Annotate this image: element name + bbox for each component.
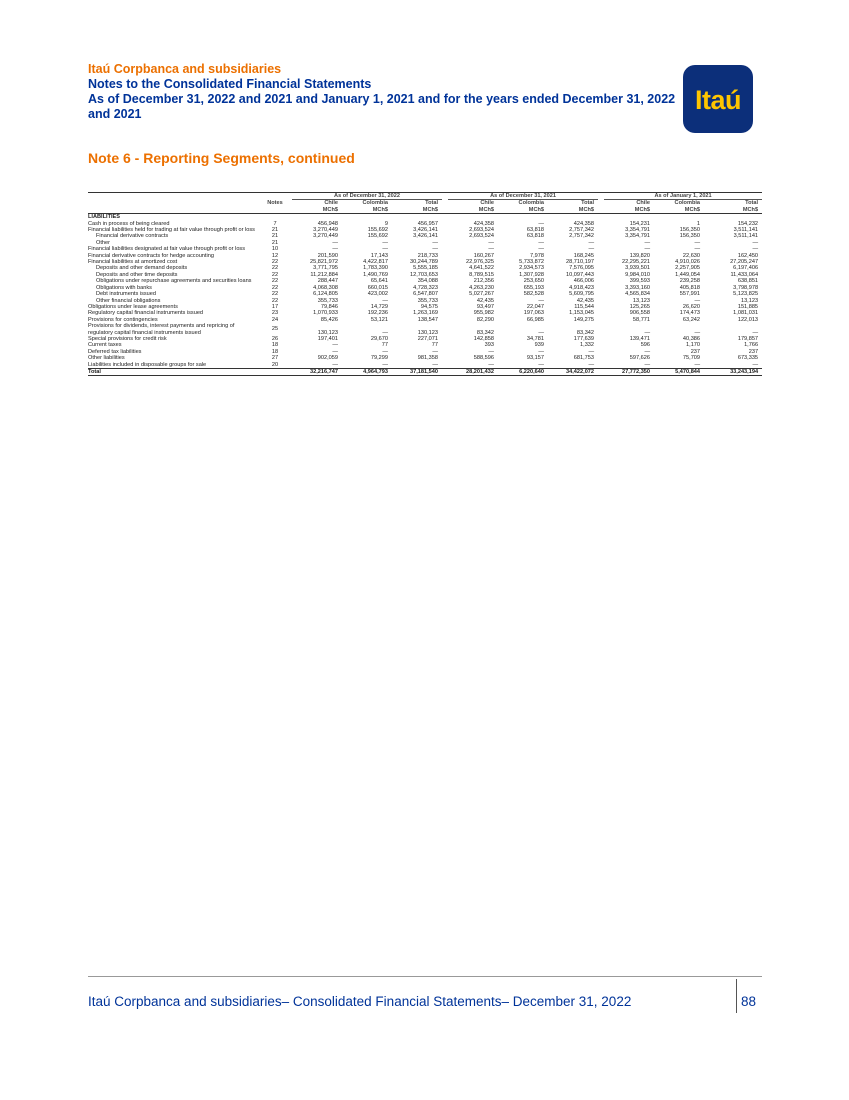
row-value: 955,982 [473, 310, 495, 317]
row-note: 22 [271, 265, 279, 272]
row-value: 1,490,769 [363, 271, 388, 278]
row-value: 63,818 [526, 227, 545, 234]
row-value: 5,470,844 [654, 368, 704, 375]
row-value: 4,728,323 [413, 284, 439, 291]
row-label: Cash in process of being cleared [88, 220, 170, 227]
col-header: Colombia [518, 200, 545, 207]
row-value: 6,197,406 [733, 265, 759, 272]
row-value: 83,342 [576, 329, 595, 336]
row-value: 227,071 [417, 335, 439, 342]
row-value: — [644, 239, 651, 246]
row-value: 423,002 [367, 291, 388, 298]
row-value: 58,771 [632, 316, 651, 323]
row-value: 177,639 [573, 335, 595, 342]
row-value: 22,295,221 [622, 259, 651, 266]
row-value: 939 [534, 342, 545, 349]
row-value: — [694, 361, 701, 368]
row-value: 142,858 [473, 335, 495, 342]
row-note: 23 [271, 310, 279, 317]
row-value: 27,772,350 [604, 368, 654, 375]
row-value: — [488, 348, 495, 355]
row-value: 1,070,933 [313, 310, 338, 317]
row-value: 6,124,805 [313, 291, 338, 298]
row-value: 197,401 [317, 335, 338, 342]
row-value: 11,433,064 [730, 271, 759, 278]
row-value: 201,590 [317, 252, 338, 259]
row-value: 355,733 [317, 297, 338, 304]
row-value: 5,027,267 [469, 291, 495, 298]
row-value: 4,641,522 [469, 265, 495, 272]
row-value: 660,015 [367, 284, 388, 291]
row-value: 588,596 [473, 355, 495, 362]
row-note: 18 [271, 342, 279, 349]
row-value: 7,978 [530, 252, 545, 259]
row-label: Deposits and other demand deposits [96, 265, 188, 272]
row-label: Provisions for dividends, interest payments and repricing of regulatory capital financial instruments issued [88, 323, 235, 336]
col-header: Colombia [674, 200, 701, 207]
row-value: 66,985 [526, 316, 545, 323]
page-number: 88 [741, 994, 757, 1009]
footer-divider [88, 976, 762, 977]
row-value: — [332, 246, 338, 253]
row-value: 79,846 [320, 303, 338, 310]
footer-separator [736, 979, 737, 1013]
row-value: — [332, 239, 338, 246]
unit-header: MCh$ [654, 207, 704, 214]
row-value: 456,957 [417, 220, 439, 227]
row-value: — [752, 246, 759, 253]
row-value: — [538, 361, 545, 368]
row-value: 906,558 [629, 310, 651, 317]
row-value: 125,265 [629, 303, 651, 310]
row-note: 7 [273, 220, 277, 227]
row-value: 11,212,884 [310, 271, 338, 278]
row-value: — [694, 239, 701, 246]
row-value: 1,449,054 [675, 271, 701, 278]
row-value: 2,693,524 [469, 233, 495, 240]
row-value: — [488, 246, 495, 253]
row-value: — [382, 361, 388, 368]
row-value: 399,593 [629, 278, 651, 285]
unit-header: MCh$ [604, 207, 654, 214]
row-value: 130,123 [317, 329, 338, 336]
row-value: 3,354,791 [625, 233, 651, 240]
row-value: 3,939,501 [625, 265, 651, 272]
row-label: Provisions for contingencies [88, 316, 158, 323]
row-value: 2,934,573 [519, 265, 545, 272]
row-note [258, 368, 292, 375]
col-header: Total [745, 200, 759, 207]
row-value: 155,692 [367, 227, 388, 234]
itau-logo [683, 65, 753, 133]
row-label: Deposits and other time deposits [96, 271, 178, 278]
row-value: 65,641 [370, 278, 388, 285]
logo-text: Itaú [694, 85, 741, 115]
row-value: 22,047 [526, 303, 545, 310]
row-note: 10 [271, 246, 279, 253]
row-value: 22,976,325 [466, 259, 495, 266]
row-value: — [588, 239, 595, 246]
row-value: 1,783,390 [363, 265, 388, 272]
row-label: Other liabilities [88, 355, 125, 362]
group-header-jan-2021: As of January 1, 2021 [604, 193, 762, 200]
row-value: 239,258 [679, 278, 701, 285]
row-value: 2,693,524 [469, 227, 495, 234]
row-value: 405,818 [679, 284, 701, 291]
row-value: 138,547 [417, 316, 439, 323]
row-label: Obligations under lease agreements [88, 303, 178, 310]
row-value: 83,342 [476, 329, 495, 336]
row-value: 7,576,095 [569, 265, 595, 272]
row-value: 28,710,197 [566, 259, 595, 266]
row-value: 34,781 [526, 335, 545, 342]
row-value: — [588, 361, 595, 368]
row-value: — [752, 361, 759, 368]
row-value: 77 [381, 342, 388, 349]
row-value: 3,426,141 [413, 227, 439, 234]
col-header: Chile [480, 200, 495, 207]
row-value: 237 [748, 348, 759, 355]
row-value: 3,798,978 [733, 284, 759, 291]
row-value: 63,818 [526, 233, 545, 240]
row-note: 17 [271, 303, 279, 310]
row-value: 34,422,072 [548, 368, 598, 375]
row-value: — [538, 220, 545, 227]
row-value: — [538, 239, 545, 246]
row-value: 4,422,817 [363, 259, 388, 266]
company-name: Itaú Corpbanca and subsidiaries [88, 62, 282, 76]
row-value: 902,059 [317, 355, 338, 362]
document-header [88, 62, 688, 122]
row-value: 355,733 [417, 297, 439, 304]
row-value: — [432, 246, 439, 253]
row-value: 218,733 [417, 252, 439, 259]
col-header: Total [425, 200, 439, 207]
row-value: 154,231 [629, 220, 651, 227]
row-label: Current taxes [88, 342, 122, 349]
row-note: 21 [271, 233, 279, 240]
row-value: — [488, 361, 495, 368]
row-label: Liabilities included in disposable groups for sale [88, 361, 207, 368]
row-value: — [432, 348, 439, 355]
row-value: 130,123 [417, 329, 439, 336]
row-value: 156,350 [679, 233, 701, 240]
row-value: — [752, 329, 759, 336]
row-value: — [382, 239, 388, 246]
row-value: 22,630 [682, 252, 701, 259]
row-note: 22 [271, 284, 279, 291]
row-value: 5,555,185 [413, 265, 439, 272]
row-value: 179,857 [737, 335, 759, 342]
unit-header: MCh$ [292, 207, 342, 214]
row-value: 596 [640, 342, 651, 349]
row-value: 557,991 [679, 291, 701, 298]
row-value: — [432, 239, 439, 246]
row-label: Other financial obligations [96, 297, 161, 304]
row-value: — [488, 239, 495, 246]
row-value: 981,358 [417, 355, 439, 362]
row-value: — [538, 297, 545, 304]
row-value: — [382, 297, 388, 304]
unit-header: MCh$ [704, 207, 762, 214]
total-row [88, 368, 762, 375]
row-value: — [588, 348, 595, 355]
row-label: Other [96, 239, 110, 246]
row-value: 4,910,026 [675, 259, 701, 266]
row-value: 53,121 [370, 316, 388, 323]
row-note: 22 [271, 259, 279, 266]
row-value: — [332, 348, 338, 355]
row-value: 115,544 [574, 303, 595, 310]
row-note: 21 [271, 227, 279, 234]
header-period-cont: and 2021 [88, 107, 142, 121]
row-value: — [694, 246, 701, 253]
row-value: 162,450 [737, 252, 759, 259]
row-value: 33,243,194 [704, 368, 762, 375]
row-value: 655,193 [523, 284, 545, 291]
row-value: 8,789,515 [469, 271, 495, 278]
row-value: — [332, 361, 338, 368]
row-value: 75,709 [682, 355, 701, 362]
unit-header: MCh$ [548, 207, 598, 214]
row-value: 42,435 [476, 297, 495, 304]
row-value: 424,358 [573, 220, 595, 227]
row-value: — [332, 342, 338, 349]
row-value: 37,181,540 [392, 368, 442, 375]
row-value: 149,275 [573, 316, 595, 323]
row-value: 1,307,928 [519, 271, 545, 278]
row-value: 63,242 [682, 316, 701, 323]
row-value: — [694, 297, 701, 304]
row-value: 122,013 [737, 316, 759, 323]
header-period: As of December 31, 2022 and 2021 and January 1, 2021 and for the years ended December 31, 2022 [88, 92, 676, 106]
row-value: 2,757,342 [569, 227, 595, 234]
table-row [88, 323, 762, 336]
row-value: 13,123 [740, 297, 759, 304]
row-value: 673,335 [737, 355, 759, 362]
row-label: Financial derivative contracts [96, 233, 169, 240]
row-note: 25 [271, 326, 279, 333]
col-header: Total [581, 200, 595, 207]
footer-text: Itaú Corpbanca and subsidiaries– Consolidated Financial Statements– December 31, 2022 [88, 994, 632, 1009]
row-value: 12,703,653 [410, 271, 439, 278]
row-value: 25,821,972 [310, 259, 338, 266]
row-value: — [382, 348, 388, 355]
row-note: 21 [271, 239, 279, 246]
row-value: 597,626 [629, 355, 651, 362]
row-value: 139,820 [629, 252, 651, 259]
row-value: 93,497 [476, 303, 495, 310]
row-value: 638,851 [737, 278, 759, 285]
row-value: 4,964,793 [342, 368, 392, 375]
row-value: 1,153,045 [569, 310, 595, 317]
row-value: 424,358 [473, 220, 495, 227]
row-value: 156,350 [679, 227, 701, 234]
col-header: Chile [324, 200, 338, 207]
row-label: Financial derivative contracts for hedge accounting [88, 252, 214, 259]
row-value: — [644, 246, 651, 253]
row-label: Financial liabilities held for trading at fair value through profit or loss [88, 227, 255, 234]
liabilities-segment-table [88, 192, 762, 376]
row-value: 174,473 [679, 310, 701, 317]
row-note: 20 [271, 361, 279, 368]
row-value: 6,547,807 [413, 291, 439, 298]
row-value: — [752, 239, 759, 246]
row-value: — [432, 361, 439, 368]
unit-header: MCh$ [392, 207, 442, 214]
row-value: — [382, 329, 388, 336]
row-value: 466,006 [573, 278, 595, 285]
row-value: — [644, 361, 651, 368]
row-value: — [538, 246, 545, 253]
row-value: 160,267 [473, 252, 495, 259]
row-value: — [588, 246, 595, 253]
row-label: Debt instruments issued [96, 291, 157, 298]
group-header-2021: As of December 31, 2021 [448, 193, 598, 200]
row-note: 24 [271, 316, 279, 323]
row-label: Special provisions for credit risk [88, 335, 167, 342]
row-value: 1,263,169 [413, 310, 439, 317]
row-value: 3,771,795 [313, 265, 338, 272]
row-value: 26,620 [682, 303, 701, 310]
row-value: 1,081,031 [733, 310, 759, 317]
row-value: 29,670 [370, 335, 388, 342]
row-note: 18 [271, 348, 279, 355]
row-note: 22 [271, 291, 279, 298]
row-value: 5,609,795 [569, 291, 595, 298]
row-value: 14,729 [370, 303, 388, 310]
row-value: 82,290 [476, 316, 495, 323]
row-value: 13,123 [632, 297, 651, 304]
row-value: 288,447 [317, 278, 338, 285]
row-value: 1,766 [744, 342, 759, 349]
group-header-2022: As of December 31, 2022 [292, 193, 442, 200]
row-value: — [538, 348, 545, 355]
row-label: Financial liabilities at amortized cost [88, 259, 178, 266]
unit-header: MCh$ [448, 207, 498, 214]
col-header: Chile [636, 200, 651, 207]
row-value: 85,426 [320, 316, 338, 323]
row-value: 40,386 [682, 335, 701, 342]
row-value: 3,511,141 [733, 233, 759, 240]
row-value: 393 [484, 342, 495, 349]
row-value: 1,332 [580, 342, 595, 349]
col-header: Colombia [362, 200, 388, 207]
row-note: 26 [271, 335, 279, 342]
header-subtitle: Notes to the Consolidated Financial Statements [88, 77, 372, 91]
row-value: 3,511,141 [733, 227, 759, 234]
row-value: 354,088 [417, 278, 439, 285]
row-label: Total [88, 368, 258, 375]
row-value: 77 [431, 342, 439, 349]
notes-header: Notes [267, 200, 283, 207]
row-value: 237 [690, 348, 701, 355]
row-label: Deferred tax liabilities [88, 348, 142, 355]
row-value: 27,205,247 [730, 259, 759, 266]
row-value: — [644, 329, 651, 336]
row-value: 3,270,449 [313, 233, 338, 240]
row-value: — [644, 348, 651, 355]
row-value: 5,123,825 [733, 291, 759, 298]
row-value: 2,757,342 [569, 233, 595, 240]
row-label: Regulatory capital financial instruments issued [88, 310, 204, 317]
row-value: 4,263,230 [469, 284, 495, 291]
row-value: 3,393,160 [625, 284, 651, 291]
row-value: 2,257,905 [675, 265, 701, 272]
segments-table-wrapper [88, 192, 762, 376]
row-value: 30,244,789 [410, 259, 439, 266]
row-note: 27 [271, 355, 279, 362]
row-value: 582,528 [523, 291, 545, 298]
row-value: — [538, 329, 545, 336]
row-value: 10,097,443 [566, 271, 595, 278]
row-value: 9 [384, 220, 388, 227]
row-label: Obligations with banks [96, 284, 152, 291]
row-value: 42,435 [576, 297, 595, 304]
row-value: 151,885 [737, 303, 759, 310]
row-note: 22 [271, 297, 279, 304]
row-value: 32,216,747 [292, 368, 342, 375]
row-value: 4,068,308 [313, 284, 338, 291]
section-label: LIABILITIES [88, 214, 121, 221]
row-value: 253,650 [523, 278, 545, 285]
row-note: 12 [271, 252, 279, 259]
note-title: Note 6 - Reporting Segments, continued [88, 150, 355, 166]
row-value: 79,299 [370, 355, 388, 362]
row-value: 154,232 [737, 220, 759, 227]
row-value: 1 [696, 220, 701, 227]
row-value: 197,063 [523, 310, 545, 317]
row-value: 4,918,423 [569, 284, 595, 291]
row-value: 192,236 [367, 310, 388, 317]
row-value: 456,948 [317, 220, 338, 227]
row-value: 28,201,432 [448, 368, 498, 375]
unit-header: MCh$ [342, 207, 392, 214]
row-value: 139,471 [629, 335, 651, 342]
row-value: 155,692 [367, 233, 388, 240]
row-value: 94,575 [420, 303, 439, 310]
row-value: 17,143 [370, 252, 388, 259]
row-label: Financial liabilities designated at fair value through profit or loss [88, 246, 246, 253]
row-note: 22 [271, 278, 279, 285]
row-value: 3,354,791 [625, 227, 651, 234]
row-value: 6,220,640 [498, 368, 548, 375]
row-value: 93,157 [526, 355, 545, 362]
unit-header: MCh$ [498, 207, 548, 214]
table-row [88, 362, 762, 369]
row-value: — [694, 329, 701, 336]
row-value: 4,565,834 [625, 291, 651, 298]
row-value: 9,984,010 [625, 271, 651, 278]
row-value: 681,753 [573, 355, 595, 362]
row-label: Obligations under repurchase agreements and securities loans [96, 278, 252, 285]
row-value: 1,170 [686, 342, 701, 349]
row-value: 212,356 [473, 278, 495, 285]
row-value: 168,245 [573, 252, 595, 259]
row-value: 3,270,449 [313, 227, 338, 234]
row-note: 22 [271, 271, 279, 278]
row-value: 5,733,872 [519, 259, 545, 266]
row-value: 3,426,141 [413, 233, 439, 240]
row-value: — [382, 246, 388, 253]
